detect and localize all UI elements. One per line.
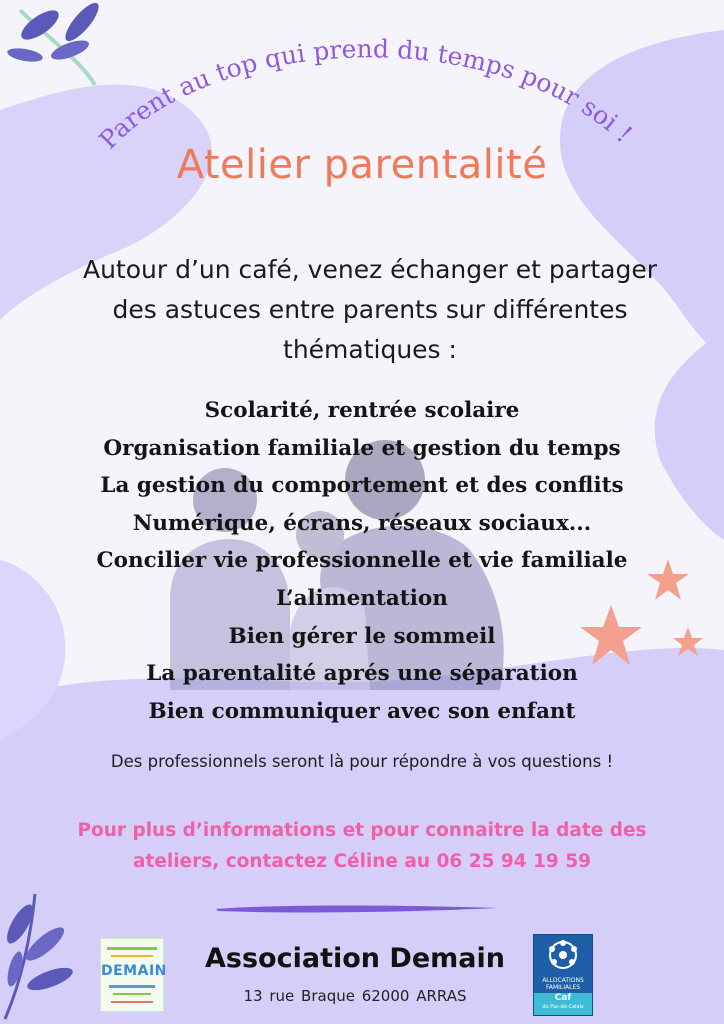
leaf-branch-bottom-icon — [0, 884, 90, 1024]
caf-emblem-icon — [534, 935, 592, 977]
association-name: Association Demain — [205, 943, 505, 974]
demain-logo — [100, 938, 167, 1012]
caf-subname: du Pas-de-Calais — [542, 1004, 584, 1010]
theme-item: Scolarité, rentrée scolaire — [204, 398, 520, 423]
caf-logo-caption — [534, 977, 592, 991]
theme-item: Concilier vie professionnelle et vie familiale — [96, 548, 628, 574]
page-title: Atelier parentalité — [176, 142, 548, 188]
contact-line: Pour plus d’informations et pour connaitre la date des — [77, 820, 647, 841]
intro-text — [30, 250, 710, 370]
theme-item: Bien communiquer avec son enfant — [148, 698, 576, 724]
theme-item: La gestion du comportement et des conflits — [100, 473, 624, 499]
theme-item: Numérique, écrans, réseaux sociaux... — [132, 510, 592, 536]
contact-line: ateliers, contactez Céline au 06 25 94 19 59 — [133, 851, 591, 872]
theme-item: Organisation familiale et gestion du temps — [103, 435, 621, 461]
caf-logo — [533, 934, 593, 1016]
intro-line: Autour d’un café, venez échanger et partager — [82, 255, 658, 284]
arc-slogan — [0, 0, 724, 240]
caf-name: Caf — [554, 993, 572, 1003]
caf-line1: ALLOCATIONS — [542, 977, 584, 984]
caf-line2: FAMILIALES — [545, 984, 581, 991]
theme-item: La parentalité aprés une séparation — [146, 661, 578, 687]
caf-logo-band — [534, 993, 592, 1015]
association-address: 13 rue Braque 62000 ARRAS — [243, 987, 467, 1005]
brush-divider — [212, 902, 502, 916]
svg-text:Parent au top qui prend du tem — [93, 34, 638, 154]
intro-line: des astuces entre parents sur différentes — [112, 295, 628, 324]
intro-line: thématiques : — [283, 335, 457, 364]
arc-slogan-text: Parent au top qui prend du temps pour soi ! — [93, 34, 639, 155]
theme-item: L’alimentation — [276, 585, 448, 611]
themes-list — [0, 392, 724, 730]
contact-info — [40, 815, 684, 877]
demain-logo-text: DEMAIN — [101, 963, 167, 979]
professionals-note: Des professionnels seront là pour répondre à vos questions ! — [110, 752, 614, 771]
theme-item: Bien gérer le sommeil — [228, 623, 496, 649]
